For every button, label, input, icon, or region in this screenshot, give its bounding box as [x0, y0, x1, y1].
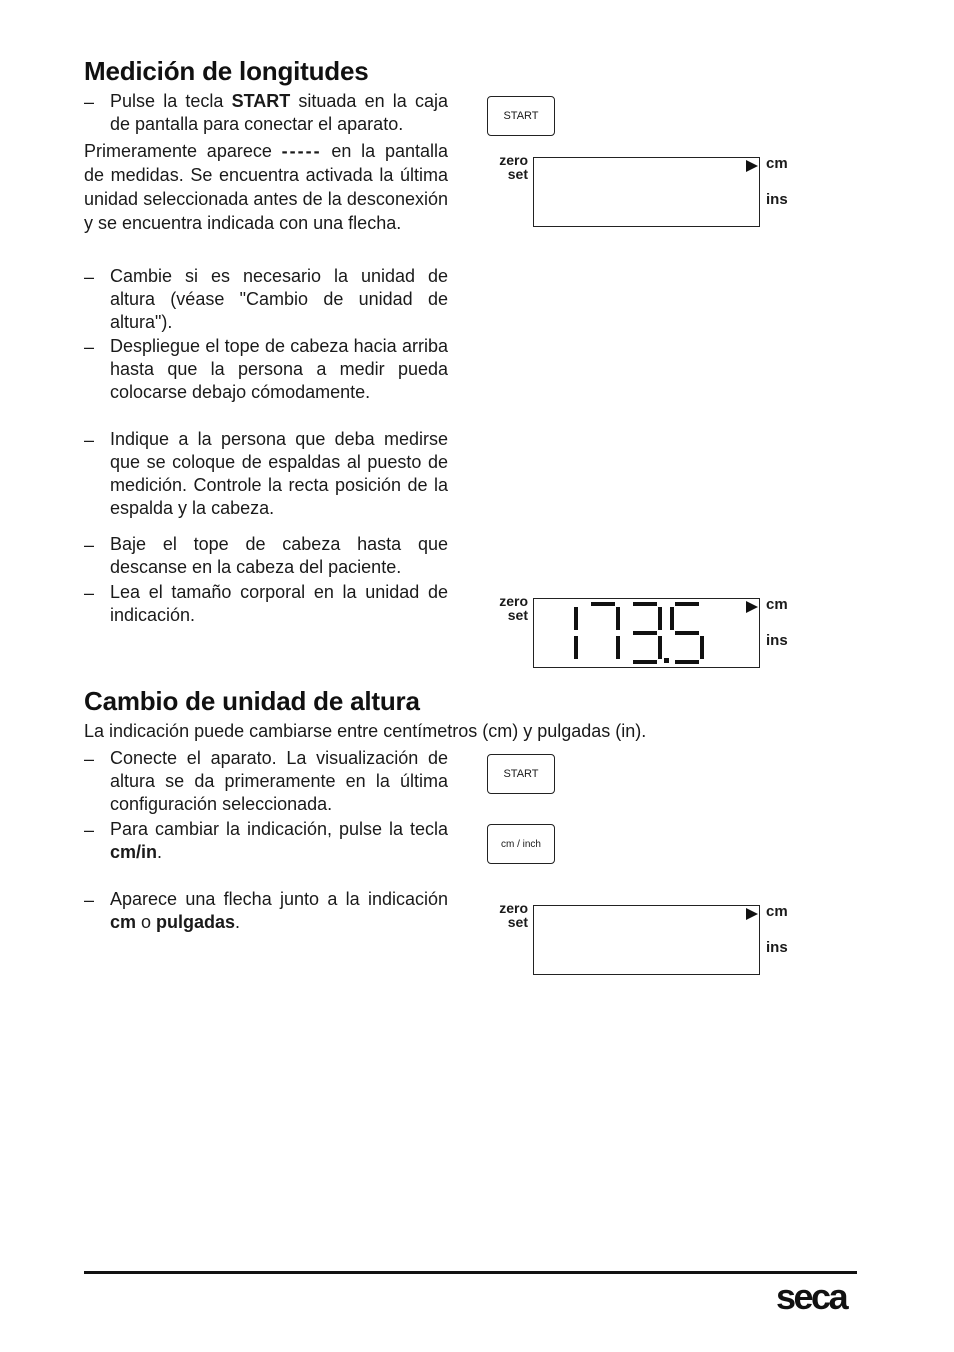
intro-text: La indicación puede cambiarse entre centímetros (cm) y pulgadas (in). — [84, 721, 647, 741]
zero-set-label: zero set — [499, 593, 528, 623]
unit-ins-label: ins — [766, 191, 788, 208]
cm-inch-button[interactable] — [487, 824, 555, 864]
list-item-text: Lea el tamaño corporal en la unidad de indicación. — [110, 582, 448, 625]
dash: – — [84, 92, 95, 112]
start-button[interactable] — [487, 754, 555, 794]
list-item-text: Despliegue el tope de cabeza hacia arriba hasta que la persona a medir pueda colocarse debajo cómodamente. — [110, 336, 448, 402]
height-display — [490, 152, 810, 229]
list-item — [84, 335, 448, 404]
list-item-text: Aparece una flecha junto a la indicación cm o pulgadas. — [110, 889, 448, 932]
zero-set-label: zero set — [499, 900, 528, 930]
dash: – — [84, 820, 95, 840]
decimal-point — [664, 658, 669, 663]
dash: – — [84, 583, 95, 603]
list-item — [84, 818, 448, 864]
start-button-label: START — [503, 768, 539, 780]
unit-arrow-icon — [745, 907, 759, 921]
section-heading-cambio: Cambio de unidad de altura — [84, 686, 420, 716]
dash: – — [84, 749, 95, 769]
seven-segment-reading — [542, 602, 732, 664]
display-screen — [533, 905, 760, 975]
dash: – — [84, 890, 95, 910]
height-display-reading — [490, 593, 810, 670]
unit-ins-label: ins — [766, 939, 788, 956]
start-button[interactable] — [487, 96, 555, 136]
list-item-text: Para cambiar la indicación, pulse la tecla cm/in. — [110, 819, 448, 862]
unit-ins-label: ins — [766, 632, 788, 649]
dash: – — [84, 535, 95, 555]
unit-cm-label: cm — [766, 155, 788, 172]
footer-rule — [84, 1271, 857, 1274]
list-item — [84, 888, 448, 934]
list-item-text: Indique a la persona que deba medirse que se coloque de espaldas al puesto de medición. Controle la recta posición de la espalda y la cabeza. — [110, 429, 448, 518]
unit-arrow-icon — [745, 600, 759, 614]
list-item-text: Pulse la tecla START situada en la caja de pantalla para conectar el aparato. — [110, 91, 448, 134]
dash: – — [84, 430, 95, 450]
unit-cm-label: cm — [766, 596, 788, 613]
paragraph: Primeramente aparece ----- en la pantalla de medidas. Se encuentra activada la última unidad seleccionada antes de la desconexión y se encuentra indicada con una flecha. — [84, 141, 448, 233]
list-item — [84, 747, 448, 816]
dash: – — [84, 337, 95, 357]
seca-logo-text: seca — [776, 1276, 847, 1316]
section-heading-medicion: Medición de longitudes — [84, 56, 369, 86]
cm-inch-button-label: cm / inch — [500, 838, 541, 850]
list-item-text: Conecte el aparato. La visualización de altura se da primeramente en la última configuración seleccionada. — [110, 748, 448, 814]
list-item-text: Cambie si es necesario la unidad de altura (véase "Cambio de unidad de altura"). — [110, 266, 448, 332]
list-item — [84, 90, 448, 136]
height-display — [490, 900, 810, 977]
list-item — [84, 581, 448, 627]
list-item — [84, 533, 448, 579]
display-screen — [533, 157, 760, 227]
list-item — [84, 265, 448, 334]
list-item-text: Baje el tope de cabeza hasta que descanse en la cabeza del paciente. — [110, 534, 448, 577]
seca-logo — [776, 1276, 858, 1316]
zero-set-label: zero set — [499, 152, 528, 182]
start-button-label: START — [503, 110, 539, 122]
unit-cm-label: cm — [766, 903, 788, 920]
dash: – — [84, 267, 95, 287]
list-item — [84, 428, 448, 520]
unit-arrow-icon — [745, 159, 759, 173]
